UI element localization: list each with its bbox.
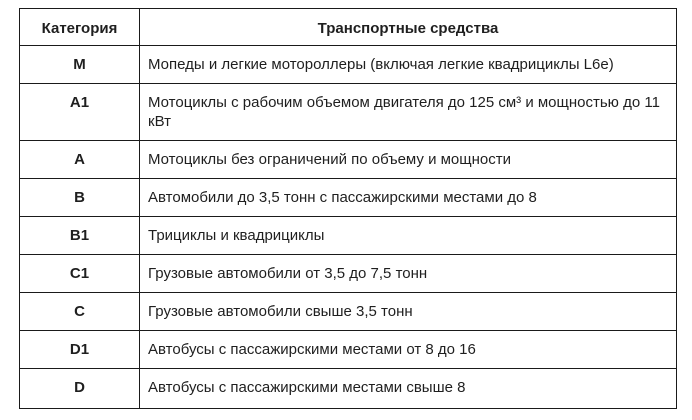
table-row [20,331,677,369]
table-row [20,46,677,84]
category-cell: A [20,141,140,179]
header-category: Категория [20,9,140,46]
category-cell: A1 [20,84,140,141]
category-cell: B [20,179,140,217]
vehicles-cell: Грузовые автомобили свыше 3,5 тонн [140,293,677,331]
table-header-row [20,9,677,46]
category-cell: D1 [20,331,140,369]
table-row [20,141,677,179]
category-cell: M [20,46,140,84]
table-container [19,8,677,409]
table-row [20,255,677,293]
vehicles-cell: Автобусы с пассажирскими местами от 8 до 16 [140,331,677,369]
category-cell: C [20,293,140,331]
vehicles-cell: Трициклы и квадрициклы [140,217,677,255]
header-vehicles: Транспортные средства [140,9,677,46]
license-categories-table [19,8,677,409]
vehicles-cell: Грузовые автомобили от 3,5 до 7,5 тонн [140,255,677,293]
category-cell: D [20,369,140,409]
vehicles-cell: Автобусы с пассажирскими местами свыше 8 [140,369,677,409]
table-row [20,179,677,217]
table-row [20,84,677,141]
table-row [20,293,677,331]
table-row [20,369,677,409]
vehicles-cell: Мопеды и легкие мотороллеры (включая легкие квадрициклы L6e) [140,46,677,84]
vehicles-cell: Автомобили до 3,5 тонн с пассажирскими местами до 8 [140,179,677,217]
category-cell: C1 [20,255,140,293]
vehicles-cell: Мотоциклы с рабочим объемом двигателя до 125 см³ и мощностью до 11 кВт [140,84,677,141]
table-row [20,217,677,255]
category-cell: B1 [20,217,140,255]
vehicles-cell: Мотоциклы без ограничений по объему и мощности [140,141,677,179]
